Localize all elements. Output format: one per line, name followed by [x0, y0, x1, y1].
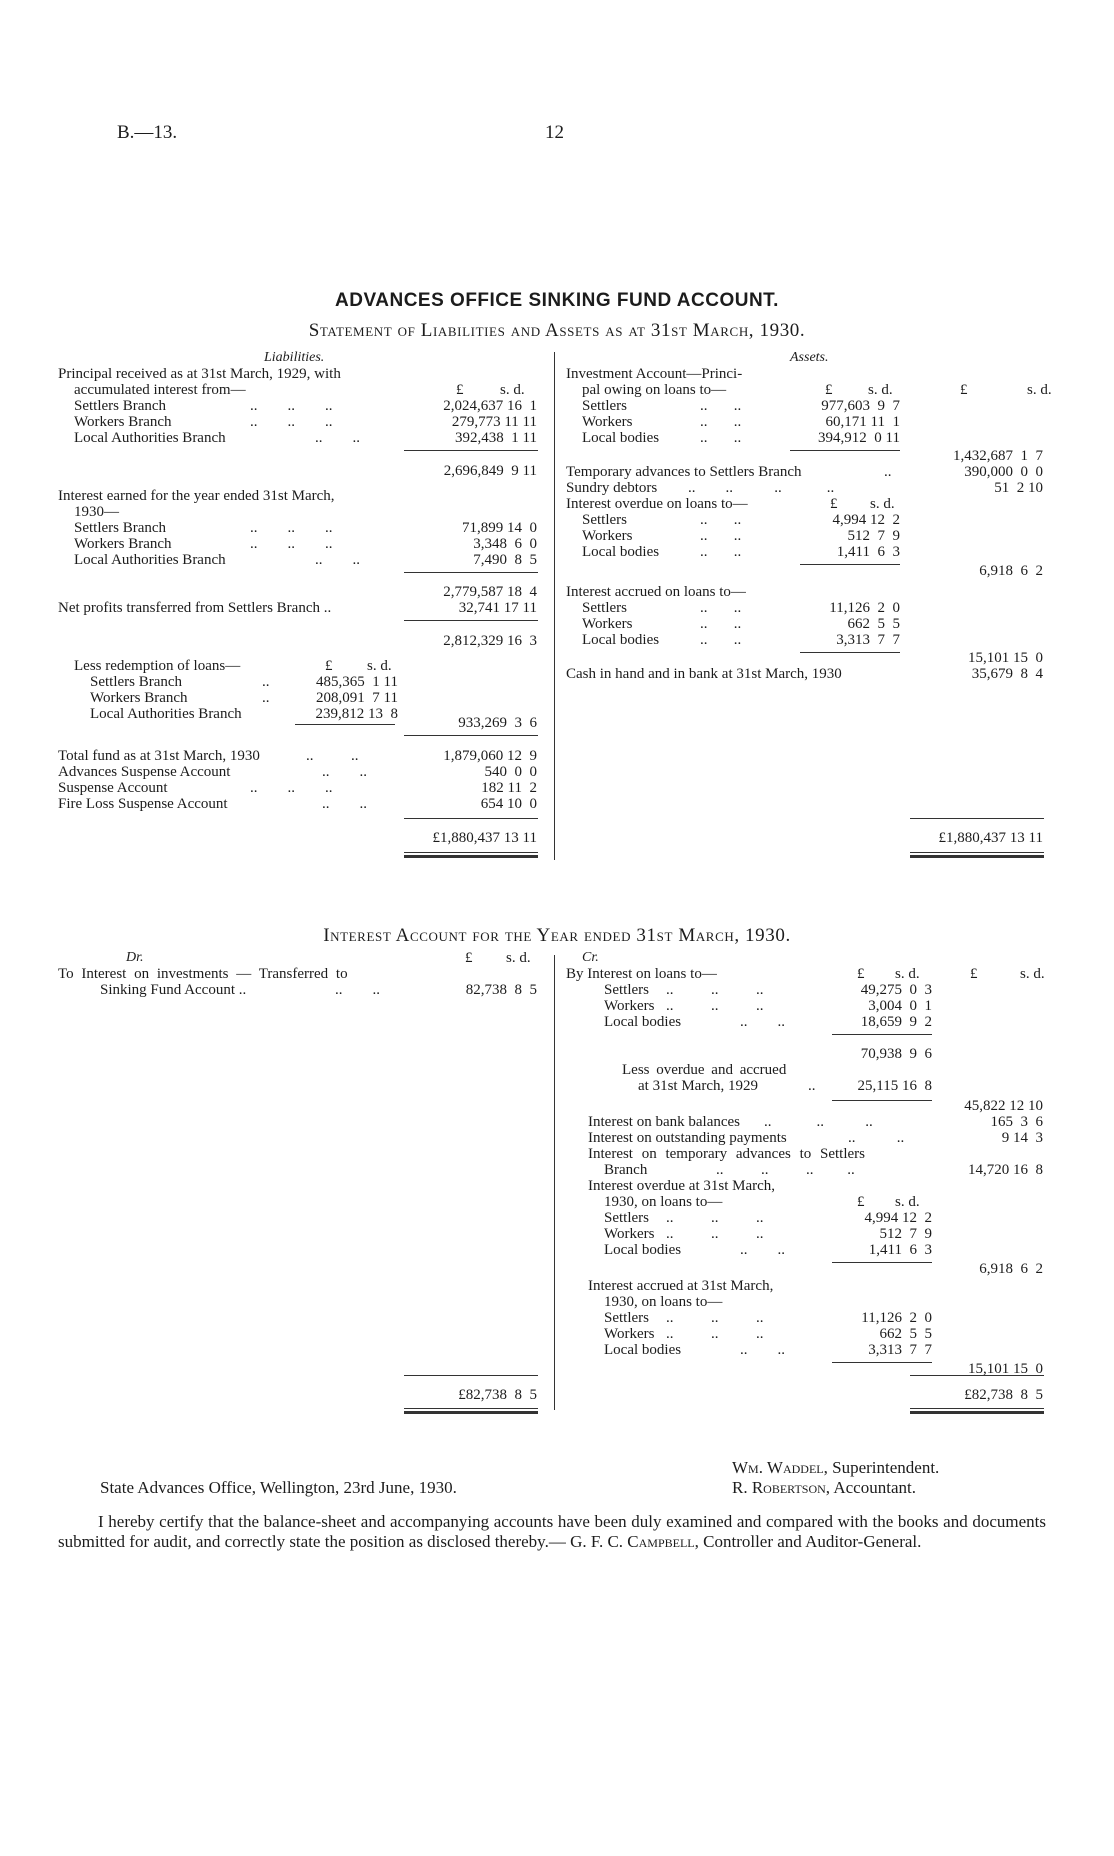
sig1-title: , Superintendent.	[823, 1458, 940, 1477]
rule	[910, 1375, 1044, 1376]
i-settlers-amount: 71,899 14 0	[462, 520, 537, 536]
net-profits-amount: 32,741 17 11	[458, 600, 537, 616]
principal-line-1: Principal received as at 31st March, 1929, with	[58, 366, 341, 382]
leader-dots: ..	[262, 690, 270, 706]
rule	[404, 1375, 538, 1376]
suspense-label: Suspense Account	[58, 780, 168, 796]
less-line-1: Less overdue and accrued	[622, 1062, 787, 1078]
interest-account-subtitle: Interest Account for the Year ended 31st March, 1930.	[323, 925, 791, 946]
interest-divider	[554, 955, 555, 1410]
ac-workers-label: Workers	[604, 1326, 655, 1342]
cert-text: I hereby certify that the balance-sheet and accompanying accounts have been duly examined and compared with the books and documents submitted for audit, and correctly state the position as disclosed thereby.—	[58, 1512, 1046, 1551]
ac-total: 15,101 15 0	[968, 1361, 1043, 1377]
leader-dots: .. .. ..	[250, 780, 333, 796]
fire-loss-label: Fire Loss Suspense Account	[58, 796, 228, 812]
leader-dots: .. ..	[315, 552, 360, 568]
ov-line-1: Interest overdue at 31st March,	[588, 1178, 776, 1194]
ac-workers-amount: 662 5 5	[847, 616, 900, 632]
rule	[404, 572, 538, 573]
investment-total: 1,432,687 1 7	[953, 448, 1043, 464]
assets-grand-total: £1,880,437 13 11	[938, 830, 1043, 846]
ac-settlers-label: Settlers	[604, 1310, 649, 1326]
temp-interest-line-2: Branch	[604, 1162, 648, 1178]
less-line-2: at 31st March, 1929	[638, 1078, 758, 1094]
cr-col-sd: s. d.	[895, 966, 920, 982]
ov-total: 6,918 6 2	[979, 1261, 1043, 1277]
rule	[910, 818, 1044, 819]
leader-dots: .. ..	[700, 430, 742, 446]
leader-dots: .. ..	[322, 796, 367, 812]
cash-amount: 35,679 8 4	[971, 666, 1043, 682]
sig1-name: Wm. Waddel	[732, 1458, 824, 1477]
ov-workers-amount: 512 7 9	[879, 1226, 932, 1242]
sundry-amount: 51 2 10	[994, 480, 1043, 496]
p-workers-label: Workers Branch	[74, 414, 172, 430]
statement-subtitle: Statement of Liabilities and Assets as at 31st March, 1930.	[308, 320, 806, 341]
ac-line-2: 1930, on loans to—	[604, 1294, 723, 1310]
ov-line-2: 1930, on loans to—	[604, 1194, 723, 1210]
ov-workers-label: Workers	[604, 1226, 655, 1242]
leader-dots: ..	[808, 1078, 816, 1094]
document-code: B.—13.	[117, 122, 178, 143]
ac-local-label: Local bodies	[604, 1342, 682, 1358]
ac-local-amount: 3,313 7 7	[868, 1342, 932, 1358]
ac-workers-amount: 662 5 5	[879, 1326, 932, 1342]
audit-certificate	[58, 1512, 1046, 1552]
redemption-total: 933,269 3 6	[458, 715, 537, 731]
overdue-label: Interest overdue on loans to—	[566, 496, 748, 512]
rule	[800, 564, 900, 565]
principal-line-2: accumulated interest from—	[74, 382, 246, 398]
total-fund-label: Total fund as at 31st March, 1930	[58, 748, 260, 764]
advances-suspense-label: Advances Suspense Account	[58, 764, 231, 780]
i-local-label: Local Authorities Branch	[74, 552, 226, 568]
o-col-pound: £	[830, 496, 838, 512]
sundry-label: Sundry debtors	[566, 480, 658, 496]
leader-dots: .. ..	[740, 1342, 785, 1358]
b-settlers-amount: 49,275 0 3	[860, 982, 932, 998]
ov-settlers-label: Settlers	[604, 1210, 649, 1226]
rule	[404, 620, 538, 621]
dr-amount: 82,738 8 5	[465, 982, 537, 998]
dr-col-pound: £	[465, 950, 473, 966]
i-workers-label: Workers Branch	[74, 536, 172, 552]
o-workers-label: Workers	[582, 528, 633, 544]
rule	[404, 450, 538, 451]
o-settlers-label: Settlers	[582, 512, 627, 528]
ac-settlers-amount: 11,126 2 0	[861, 1310, 932, 1326]
leader-dots: .. ..	[700, 528, 742, 544]
a-workers-amount: 60,171 11 1	[825, 414, 900, 430]
double-rule	[404, 852, 538, 858]
b-settlers-label: Settlers	[604, 982, 649, 998]
leader-dots: .. ..	[315, 430, 360, 446]
col-pound-header: £	[825, 382, 833, 398]
r-col-sd: s. d.	[367, 658, 392, 674]
auditor-name: G. F. C. Campbell	[570, 1532, 695, 1551]
ac-local-label: Local bodies	[582, 632, 660, 648]
a-local-label: Local bodies	[582, 430, 660, 446]
page-number: 12	[545, 122, 564, 143]
col-sd-header: s. d.	[868, 382, 893, 398]
o-settlers-amount: 4,994 12 2	[832, 512, 900, 528]
ac-settlers-label: Settlers	[582, 600, 627, 616]
ac-settlers-amount: 11,126 2 0	[829, 600, 900, 616]
p-workers-amount: 279,773 11 11	[451, 414, 537, 430]
less-redemption-label: Less redemption of loans—	[74, 658, 241, 674]
sig2-title: , Accountant.	[825, 1478, 916, 1497]
assets-heading: Assets.	[790, 350, 829, 365]
suspense-amount: 182 11 2	[481, 780, 537, 796]
b-workers-label: Workers	[604, 998, 655, 1014]
net-profits-label: Net profits transferred from Settlers Branch ..	[58, 600, 332, 616]
signature-accountant	[732, 1478, 916, 1498]
r-col-pound: £	[325, 658, 333, 674]
interest-line-2: 1930—	[74, 504, 119, 520]
page-title: ADVANCES OFFICE SINKING FUND ACCOUNT.	[335, 290, 779, 311]
bank-amount: 165 3 6	[990, 1114, 1043, 1130]
leader-dots: ..	[262, 674, 270, 690]
subtotal-1: 2,696,849 9 11	[443, 463, 537, 479]
dr-line-1: To Interest on investments — Transferred to	[58, 966, 348, 982]
leader-dots: .. .. ..	[250, 414, 333, 430]
leader-dots: .. .. .. ..	[688, 480, 835, 496]
leader-dots: .. ..	[700, 600, 742, 616]
i-workers-amount: 3,348 6 0	[473, 536, 537, 552]
fire-loss-amount: 654 10 0	[480, 796, 537, 812]
leader-dots: .. ..	[700, 632, 742, 648]
ov-local-amount: 1,411 6 3	[868, 1242, 932, 1258]
leader-dots: .. .. ..	[666, 1210, 764, 1226]
p-local-label: Local Authorities Branch	[74, 430, 226, 446]
cr-by-line: By Interest on loans to—	[566, 966, 717, 982]
ac-local-amount: 3,313 7 7	[836, 632, 900, 648]
liabilities-heading: Liabilities.	[264, 350, 325, 365]
rule	[832, 1034, 932, 1035]
b-local-label: Local bodies	[604, 1014, 682, 1030]
b-local-amount: 18,659 9 2	[860, 1014, 932, 1030]
ov-col-pound: £	[857, 1194, 865, 1210]
subtotal-2: 2,779,587 18 4	[443, 584, 537, 600]
investment-line-1: Investment Account—Princi-	[566, 366, 743, 382]
interest-line-1: Interest earned for the year ended 31st March,	[58, 488, 335, 504]
b-workers-amount: 3,004 0 1	[868, 998, 932, 1014]
dr-total: £82,738 8 5	[458, 1387, 537, 1403]
accrued-label: Interest accrued on loans to—	[566, 584, 746, 600]
leader-dots: .. ..	[335, 982, 380, 998]
col2-sd-header: s. d.	[1027, 382, 1052, 398]
total-fund-amount: 1,879,060 12 9	[443, 748, 537, 764]
statement-divider	[554, 352, 555, 860]
r-local-amount: 239,812 13 8	[315, 706, 398, 722]
rule	[404, 735, 538, 736]
liabilities-grand-total: £1,880,437 13 11	[432, 830, 537, 846]
a-settlers-label: Settlers	[582, 398, 627, 414]
a-settlers-amount: 977,603 9 7	[821, 398, 900, 414]
i-settlers-label: Settlers Branch	[74, 520, 167, 536]
dr-line-2: Sinking Fund Account ..	[100, 982, 247, 998]
office-date: State Advances Office, Wellington, 23rd June, 1930.	[100, 1478, 457, 1497]
leader-dots: .. .. ..	[250, 398, 333, 414]
subtotal-3: 2,812,329 16 3	[443, 633, 537, 649]
leader-dots: .. .. ..	[666, 1326, 764, 1342]
leader-dots: .. .. ..	[666, 1310, 764, 1326]
rule	[790, 450, 900, 451]
o-workers-amount: 512 7 9	[847, 528, 900, 544]
o-local-label: Local bodies	[582, 544, 660, 560]
double-rule	[910, 852, 1044, 858]
investment-line-2: pal owing on loans to—	[582, 382, 727, 398]
temp-interest-line-1: Interest on temporary advances to Settlers	[588, 1146, 865, 1162]
dr-heading: Dr.	[126, 950, 144, 965]
overdue-total: 6,918 6 2	[979, 563, 1043, 579]
leader-dots: .. .. ..	[666, 998, 764, 1014]
ov-settlers-amount: 4,994 12 2	[864, 1210, 932, 1226]
r-workers-amount: 208,091 7 11	[316, 690, 398, 706]
cash-label: Cash in hand and in bank at 31st March, 1930	[566, 666, 842, 682]
leader-dots: .. .. .. ..	[716, 1162, 855, 1178]
o-col-sd: s. d.	[870, 496, 895, 512]
p-settlers-label: Settlers Branch	[74, 398, 167, 414]
ac-workers-label: Workers	[582, 616, 633, 632]
cr-heading: Cr.	[582, 950, 599, 965]
b-sum: 70,938 9 6	[860, 1046, 932, 1062]
r-settlers-label: Settlers Branch	[90, 674, 183, 690]
less-amount: 25,115 16 8	[857, 1078, 932, 1094]
cr-total: £82,738 8 5	[964, 1387, 1043, 1403]
leader-dots: .. ..	[740, 1242, 785, 1258]
r-workers-label: Workers Branch	[90, 690, 188, 706]
col-pound-header: £	[456, 382, 464, 398]
cr-col2-pound: £	[970, 966, 978, 982]
double-rule	[404, 1408, 538, 1414]
leader-dots: .. .. ..	[666, 982, 764, 998]
cr-col-pound: £	[857, 966, 865, 982]
cr-col2-sd: s. d.	[1020, 966, 1045, 982]
advances-suspense-amount: 540 0 0	[484, 764, 537, 780]
leader-dots: .. ..	[700, 616, 742, 632]
leader-dots: .. .. ..	[250, 536, 333, 552]
signature-superintendent	[732, 1458, 939, 1478]
leader-dots: .. .. ..	[666, 1226, 764, 1242]
leader-dots: .. .. ..	[764, 1114, 873, 1130]
leader-dots: .. ..	[700, 544, 742, 560]
leader-dots: .. ..	[700, 398, 742, 414]
auditor-title: , Controller and Auditor-General.	[694, 1532, 922, 1551]
accrued-total: 15,101 15 0	[968, 650, 1043, 666]
temp-advances-label: Temporary advances to Settlers Branch	[566, 464, 802, 480]
a-local-amount: 394,912 0 11	[818, 430, 900, 446]
dr-col-sd: s. d.	[506, 950, 531, 966]
outstanding-amount: 9 14 3	[1001, 1130, 1043, 1146]
r-settlers-amount: 485,365 1 11	[316, 674, 398, 690]
p-settlers-amount: 2,024,637 16 1	[443, 398, 537, 414]
leader-dots: .. ..	[740, 1014, 785, 1030]
i-local-amount: 7,490 8 5	[473, 552, 537, 568]
net-interest-amount: 45,822 12 10	[964, 1098, 1043, 1114]
sig2-name: R. Robertson	[732, 1478, 826, 1497]
temp-interest-amount: 14,720 16 8	[968, 1162, 1043, 1178]
leader-dots: .. ..	[322, 764, 367, 780]
p-local-amount: 392,438 1 11	[455, 430, 537, 446]
leader-dots: .. ..	[700, 512, 742, 528]
outstanding-label: Interest on outstanding payments	[588, 1130, 787, 1146]
ac-line-1: Interest accrued at 31st March,	[588, 1278, 774, 1294]
o-local-amount: 1,411 6 3	[836, 544, 900, 560]
leader-dots: .. .. ..	[250, 520, 333, 536]
leader-dots: .. ..	[848, 1130, 905, 1146]
rule	[404, 818, 538, 819]
col2-pound-header: £	[960, 382, 968, 398]
rule	[800, 652, 900, 653]
leader-dots: ..	[884, 464, 892, 480]
ov-local-label: Local bodies	[604, 1242, 682, 1258]
leader-dots: .. ..	[306, 748, 359, 764]
double-rule	[910, 1408, 1044, 1414]
col-sd-header: s. d.	[500, 382, 525, 398]
bank-label: Interest on bank balances	[588, 1114, 741, 1130]
r-local-label: Local Authorities Branch	[90, 706, 242, 722]
temp-advances-amount: 390,000 0 0	[964, 464, 1043, 480]
a-workers-label: Workers	[582, 414, 633, 430]
ov-col-sd: s. d.	[895, 1194, 920, 1210]
leader-dots: .. ..	[700, 414, 742, 430]
